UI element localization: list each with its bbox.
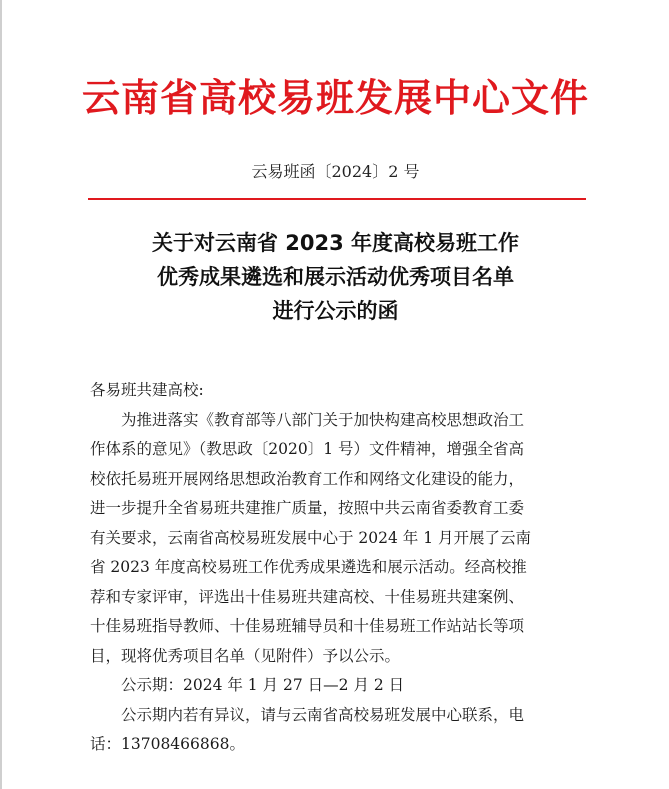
title-line-3: 进行公示的函 — [272, 299, 399, 323]
paragraph-line: 十佳易班指导教师、十佳易班辅导员和十佳易班工作站站长等项 — [90, 617, 525, 635]
paragraph-line: 进一步提升全省易班共建推广质量，按照中共云南省委教育工委 — [90, 499, 525, 517]
title-line-1: 关于对云南省 2023 年度高校易班工作 — [151, 231, 520, 255]
title-line-2: 优秀成果遴选和展示活动优秀项目名单 — [157, 265, 514, 289]
contact-phone-line: 话：13708466868。 — [90, 735, 245, 753]
paragraph-line: 省 2023 年度高校易班工作优秀成果遴选和展示活动。经高校推 — [90, 558, 527, 576]
paragraph-line: 作体系的意见》（教思政〔2020〕1 号）文件精神，增强全省高 — [90, 440, 524, 458]
document-body — [90, 376, 582, 760]
red-divider-line — [88, 198, 586, 200]
paragraph-line: 荐和专家评审，评选出十佳易班共建高校、十佳易班共建案例、 — [90, 587, 525, 606]
paragraph-line: 校依托易班开展网络思想政治教育工作和网络文化建设的能力， — [90, 469, 525, 488]
salutation: 各易班共建高校: — [90, 381, 204, 399]
document-number: 云易班函〔2024〕2 号 — [251, 162, 420, 181]
paragraph-line: 目，现将优秀项目名单（见附件）予以公示。 — [90, 646, 401, 665]
main-paragraph — [90, 406, 582, 672]
document-title — [2, 226, 669, 328]
publicity-period: 公示期：2024 年 1 月 27 日—2 月 2 日 — [121, 676, 405, 694]
contact-line: 公示期内若有异议，请与云南省高校易班发展中心联系，电 — [121, 705, 525, 724]
org-header-title: 云南省高校易班发展中心文件 — [81, 75, 589, 120]
paragraph-line: 为推进落实《教育部等八部门关于加快构建高校思想政治工 — [121, 410, 525, 429]
paragraph-line: 有关要求，云南省高校易班发展中心于 2024 年 1 月开展了云南 — [90, 528, 532, 547]
